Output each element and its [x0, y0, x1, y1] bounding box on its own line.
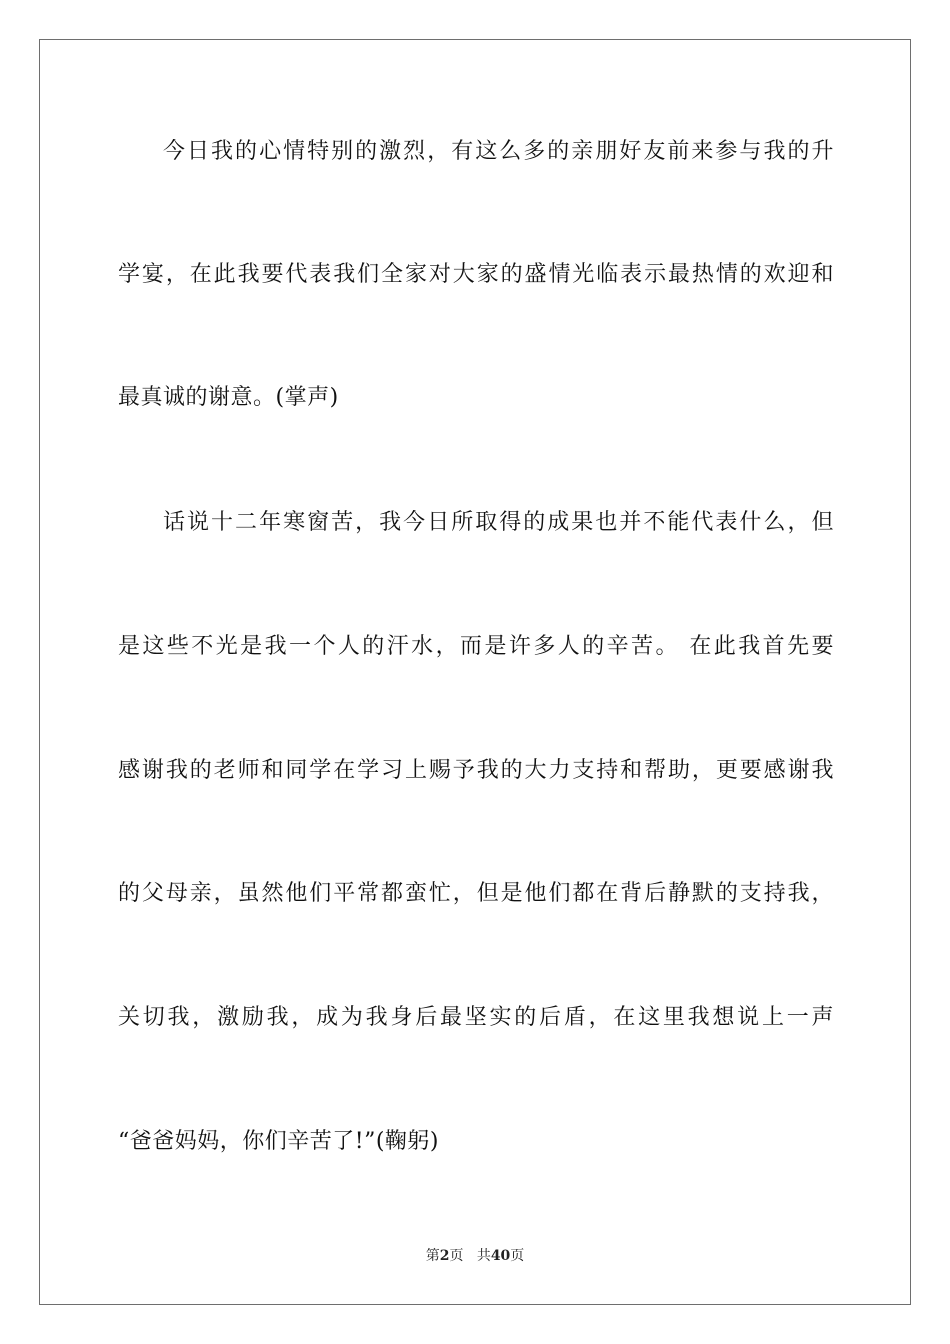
paragraph-2-line-4: 的父母亲，虽然他们平常都蛮忙，但是他们都在背后静默的支持我， — [118, 881, 834, 906]
page-footer — [0, 1247, 950, 1265]
paragraph-1-line-3: 最真诚的谢意。(掌声) — [118, 385, 339, 410]
paragraph-1-line-1: 今日我的心情特别的激烈，有这么多的亲朋好友前来参与我的升 — [163, 139, 834, 164]
paragraph-2-line-5: 关切我，激励我，成为我身后最坚实的后盾，在这里我想说上一声 — [118, 1005, 834, 1030]
paragraph-1-line-2: 学宴，在此我要代表我们全家对大家的盛情光临表示最热情的欢迎和 — [118, 262, 834, 287]
paragraph-2-line-6: “爸爸妈妈，你们辛苦了!”(鞠躬) — [118, 1129, 440, 1154]
footer-total-suffix: 页 — [510, 1248, 525, 1264]
footer-page-number: 2 — [439, 1248, 450, 1264]
footer-page-prefix: 第 — [425, 1248, 440, 1264]
page-border — [39, 39, 911, 1305]
paragraph-2-line-1: 话说十二年寒窗苦，我今日所取得的成果也并不能代表什么，但 — [163, 510, 834, 535]
footer-page-suffix: 页 — [449, 1248, 464, 1264]
paragraph-2-line-2: 是这些不光是我一个人的汗水，而是许多人的辛苦。 在此我首先要 — [118, 634, 834, 659]
footer-total-prefix: 共 — [476, 1248, 491, 1264]
paragraph-2-line-3: 感谢我的老师和同学在学习上赐予我的大力支持和帮助，更要感谢我 — [118, 758, 834, 783]
footer-total-pages: 40 — [490, 1248, 511, 1264]
